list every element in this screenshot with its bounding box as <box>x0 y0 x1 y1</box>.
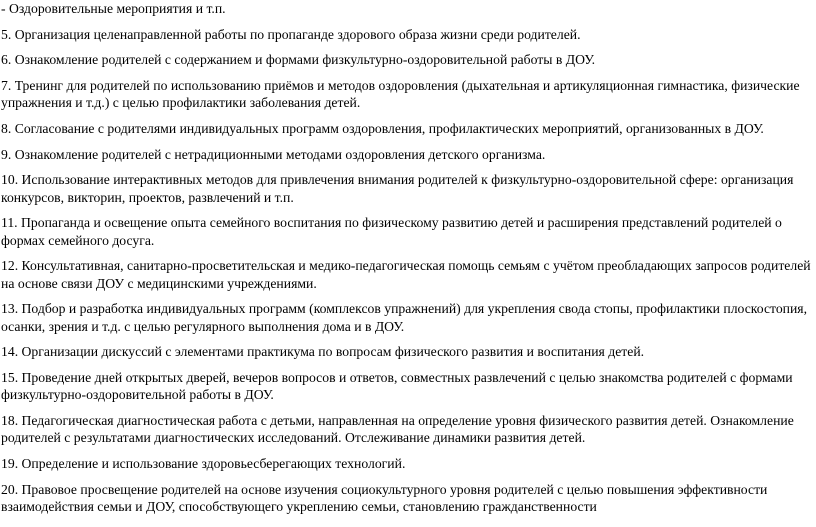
paragraph-item-11: 11. Пропаганда и освещение опыта семейного воспитания по физическому развитию детей и расширения представлений родителей о формах семейного досуга. <box>1 215 782 248</box>
paragraph-item-18: 18. Педагогическая диагностическая работа с детьми, направленная на определение уровня физического развития детей. Ознакомление родителей с результатами диагностических исследований. Отслеживание динамики развития детей. <box>1 413 794 446</box>
paragraph-item-8: 8. Согласование с родителями индивидуальных программ оздоровления, профилактических мероприятий, организованных в ДОУ. <box>1 121 764 137</box>
paragraph-item-12: 12. Консультативная, санитарно-просветительская и медико-педагогическая помощь семьям с учётом преобладающих запросов родителей на основе связи ДОУ с медицинскими учреждениями. <box>1 258 811 291</box>
paragraph-item-19: 19. Определение и использование здоровьесберегающих технологий. <box>1 456 406 472</box>
paragraph-item-13: 13. Подбор и разработка индивидуальных программ (комплексов упражнений) для укрепления свода стопы, профилактики плоскостопия, осанки, зрения и т.д. с целью регулярного выполнения дома и в ДОУ. <box>1 301 808 334</box>
paragraph-item-5: 5. Организация целенаправленной работы по пропаганде здорового образа жизни среди родителей. <box>1 26 581 42</box>
paragraph-item-7: 7. Тренинг для родителей по использованию приёмов и методов оздоровления (дыхательная и артикуляционная гимнастика, физические упражнения и т.д.) с целью профилактики заболевания детей. <box>1 78 800 111</box>
paragraph-item-9: 9. Ознакомление родителей с нетрадиционными методами оздоровления детского организма. <box>1 146 546 162</box>
paragraph-item-14: 14. Организации дискуссий с элементами практикума по вопросам физического развития и воспитания детей. <box>1 344 645 360</box>
paragraph-item-20: 20. Правовое просвещение родителей на основе изучения социокультурного уровня родителей с целью повышения эффективности взаимодействия семьи и ДОУ, способствующего укреплению семьи, становлению гражданственности <box>1 481 768 514</box>
paragraph-health-activities: - Оздоровительные мероприятия и т.п. <box>1 1 226 16</box>
paragraph-item-15: 15. Проведение дней открытых дверей, вечеров вопросов и ответов, совместных развлечений с целью знакомства родителей с формами физкультурно-оздоровительной работы в ДОУ. <box>1 370 793 403</box>
paragraph-item-6: 6. Ознакомление родителей с содержанием и формами физкультурно-оздоровительной работы в ДОУ. <box>1 52 596 68</box>
paragraph-item-10: 10. Использование интерактивных методов для привлечения внимания родителей к физкультурно-оздоровительной сфере: организация конкурсов, викторин, проектов, развлечений и т.п. <box>1 172 794 205</box>
